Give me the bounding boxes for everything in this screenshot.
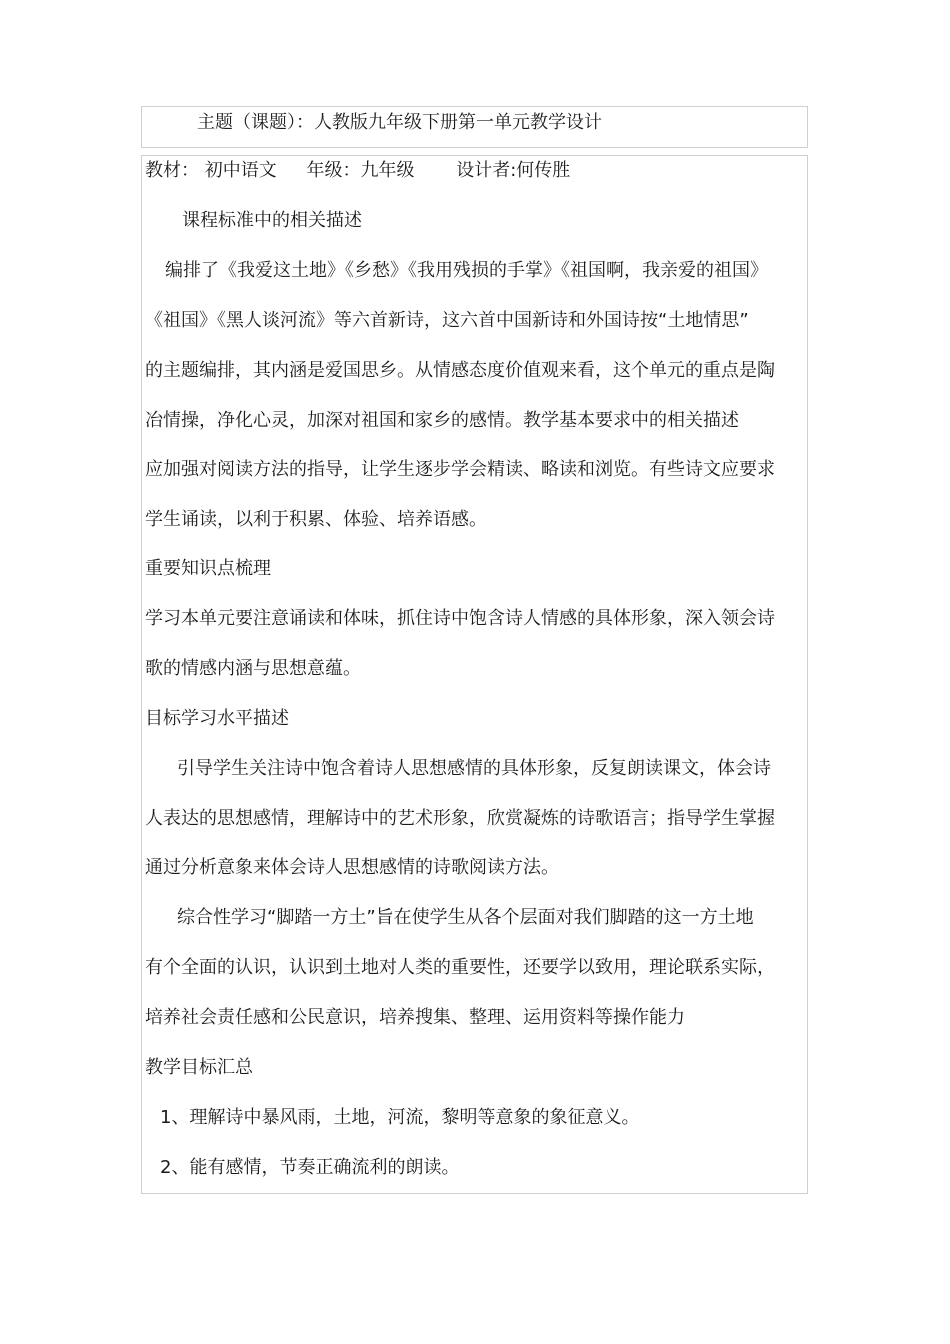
- section-heading-knowledge: 重要知识点梳理: [145, 558, 271, 579]
- paragraph-line: 通过分析意象来体会诗人思想感情的诗歌阅读方法。: [145, 857, 559, 878]
- paragraph-line: 学习本单元要注意诵读和体味，抓住诗中饱含诗人情感的具体形象，深入领会诗: [145, 608, 775, 629]
- paragraph-line: 歌的情感内涵与思想意蕴。: [145, 658, 361, 679]
- paragraph-line: 编排了《我爱这土地》《乡愁》《我用残损的手掌》《祖国啊，我亲爱的祖国》: [165, 260, 768, 281]
- document-title: 主题（课题）：人教版九年级下册第一单元教学设计: [197, 112, 602, 133]
- paragraph-line: 人表达的思想感情，理解诗中的艺术形象，欣赏凝炼的诗歌语言；指导学生掌握: [145, 808, 775, 829]
- paragraph-line: 培养社会责任感和公民意识，培养搜集、整理、运用资料等操作能力: [145, 1007, 685, 1028]
- paragraph-line: 综合性学习“脚踏一方土”旨在使学生从各个层面对我们脚踏的这一方土地: [177, 907, 754, 928]
- paragraph-line: 《祖国》《黑人谈河流》等六首新诗，这六首中国新诗和外国诗按“土地情思”: [145, 310, 749, 331]
- paragraph-line: 有个全面的认识，认识到土地对人类的重要性，还要学以致用，理论联系实际，: [145, 957, 775, 978]
- section-heading-objectives: 目标学习水平描述: [145, 708, 289, 729]
- paragraph-line: 引导学生关注诗中饱含着诗人思想感情的具体形象，反复朗读课文，体会诗: [177, 758, 771, 779]
- paragraph-line: 的主题编排，其内涵是爱国思乡。从情感态度价值观来看，这个单元的重点是陶: [145, 360, 775, 381]
- material-label: 教材： 初中语文: [145, 160, 277, 181]
- grade-label: 年级：九年级: [306, 160, 415, 181]
- designer-label: 设计者:何传胜: [456, 160, 571, 181]
- title-box: [141, 106, 808, 148]
- section-heading-standards: 课程标准中的相关描述: [182, 210, 362, 231]
- paragraph-line: 学生诵读，以利于积累、体验、培养语感。: [145, 509, 487, 530]
- paragraph-line: 冶情操，净化心灵，加深对祖国和家乡的感情。教学基本要求中的相关描述: [145, 410, 739, 431]
- paragraph-line: 应加强对阅读方法的指导，让学生逐步学会精读、略读和浏览。有些诗文应要求: [145, 459, 775, 480]
- section-heading-goals: 教学目标汇总: [145, 1057, 253, 1078]
- meta-line: [145, 159, 570, 183]
- list-item: 2、能有感情，节奏正确流利的朗读。: [160, 1157, 460, 1178]
- list-item: 1、理解诗中暴风雨，土地，河流，黎明等意象的象征意义。: [160, 1107, 640, 1128]
- content-box: [141, 155, 808, 1194]
